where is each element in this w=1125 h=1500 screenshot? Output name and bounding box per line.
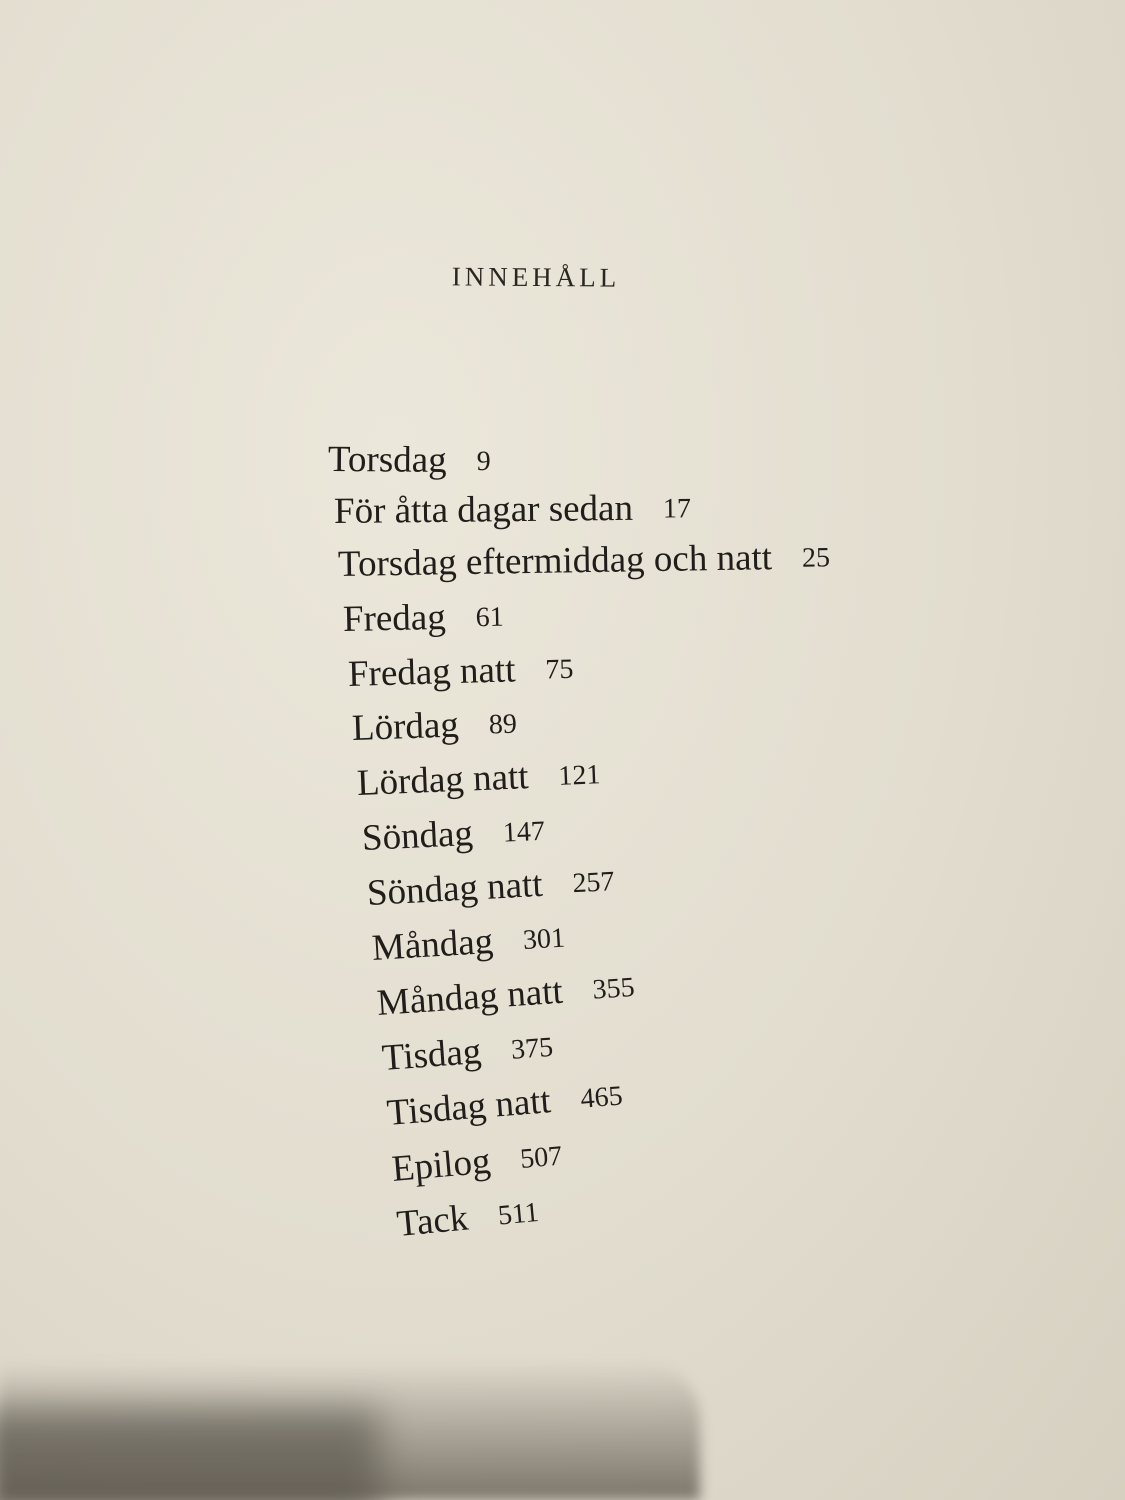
toc-entry bbox=[356, 752, 601, 805]
toc-entry-title: Torsdag eftermiddag och natt bbox=[337, 537, 773, 585]
toc-entry bbox=[380, 1025, 554, 1080]
toc-entry-page: 121 bbox=[557, 759, 602, 792]
toc-entry-title: Lördag bbox=[351, 704, 460, 749]
toc-entry-title: Tack bbox=[395, 1197, 470, 1245]
toc-entry-page: 9 bbox=[476, 446, 491, 478]
toc-entry-page: 511 bbox=[496, 1196, 541, 1232]
toc-entry-title: Tisdag bbox=[380, 1030, 483, 1079]
toc-entry bbox=[395, 1190, 541, 1246]
toc-entry-page: 75 bbox=[545, 653, 574, 686]
toc-entry-page: 301 bbox=[522, 922, 566, 957]
toc-entry-title: Torsdag bbox=[327, 439, 447, 481]
toc-entry-title: Söndag bbox=[361, 812, 474, 859]
toc-entry bbox=[343, 595, 505, 641]
toc-entry-title: För åtta dagar sedan bbox=[333, 487, 634, 532]
toc-entry bbox=[371, 916, 566, 970]
toc-entry bbox=[361, 809, 546, 860]
toc-entry-page: 147 bbox=[502, 815, 546, 849]
toc-entry-title: Epilog bbox=[390, 1140, 493, 1190]
toc-entry-page: 61 bbox=[475, 601, 505, 634]
toc-entry-page: 25 bbox=[801, 542, 831, 574]
toc-entry-page: 355 bbox=[591, 971, 636, 1006]
toc-entry bbox=[328, 438, 491, 482]
toc-entry-page: 257 bbox=[571, 866, 616, 900]
toc-entry-title: Fredag natt bbox=[347, 649, 516, 695]
toc-entry-page: 17 bbox=[662, 493, 692, 525]
toc-entry bbox=[338, 535, 831, 586]
toc-entry bbox=[390, 1134, 564, 1191]
toc-entry-page: 465 bbox=[579, 1080, 624, 1115]
toc-entry bbox=[334, 486, 691, 533]
toc-entry-title: Söndag natt bbox=[365, 863, 544, 914]
toc-entry-page: 375 bbox=[510, 1031, 555, 1066]
contents-heading: INNEHÅLL bbox=[451, 261, 621, 293]
toc-entry-page: 89 bbox=[488, 708, 518, 741]
toc-entry-title: Lördag natt bbox=[356, 756, 530, 804]
toc-entry bbox=[385, 1074, 624, 1135]
toc-entry bbox=[366, 859, 616, 915]
toc-entry-title: Måndag bbox=[370, 920, 495, 969]
toc-entry bbox=[351, 702, 517, 750]
toc-entry-title: Måndag natt bbox=[375, 970, 564, 1024]
toc-entry bbox=[376, 965, 636, 1025]
toc-entry-title: Tisdag natt bbox=[385, 1080, 553, 1134]
toc-entry-title: Fredag bbox=[342, 596, 447, 640]
toc-entry-page: 507 bbox=[518, 1140, 564, 1175]
toc-entry bbox=[347, 647, 574, 696]
